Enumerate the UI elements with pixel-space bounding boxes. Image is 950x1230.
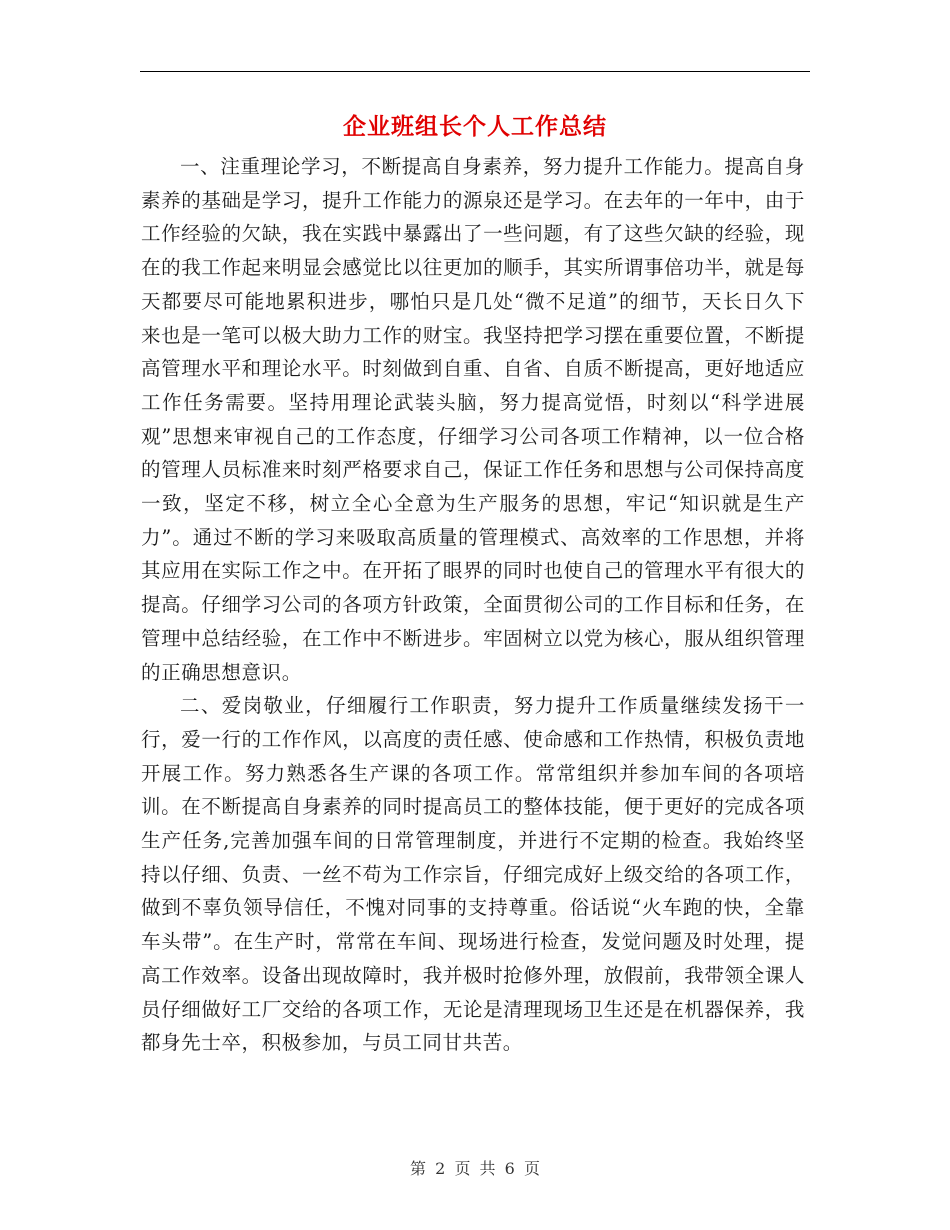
current-page-number: 2 <box>435 1159 446 1178</box>
footer-prefix: 第 <box>410 1159 427 1178</box>
document-title: 企业班组长个人工作总结 <box>343 113 607 140</box>
footer-total-word: 共 <box>479 1159 496 1178</box>
header-rule <box>140 71 810 72</box>
total-pages-number: 6 <box>504 1159 515 1178</box>
paragraph-2: 二、爱岗敬业，仔细履行工作职责，努力提升工作质量继续发扬干一行，爱一行的工作作风，以高度的责任感、使命感和工作热情，积极负责地开展工作。努力熟悉各生产课的各项工作。常常组织并参加车间的各项培训。在不断提高自身素养的同时提高员工的整体技能，便于更好的完成各项生产任务,完善加强车间的日常管理制度，并进行不定期的检查。我始终坚持以仔细、负责、一丝不苟为工作宗旨，仔细完成好上级交给的各项工作，做到不辜负领导信任，不愧对同事的支持尊重。俗话说“火车跑的快，全靠车头带”。在生产时，常常在车间、现场进行检查，发觉问题及时处理，提高工作效率。设备出现故障时，我并极时抢修外理，放假前，我带领全课人员仔细做好工厂交给的各项工作，无论是清理现场卫生还是在机器保养，我都身先士卒，积极参加，与员工同甘共苦。 <box>141 694 805 1055</box>
footer-page-unit: 页 <box>454 1159 471 1178</box>
footer-suffix: 页 <box>523 1159 540 1178</box>
document-body <box>141 150 805 1060</box>
page-footer <box>0 1156 950 1179</box>
paragraph-1: 一、注重理论学习，不断提高自身素养，努力提升工作能力。提高自身素养的基础是学习，提升工作能力的源泉还是学习。在去年的一年中，由于工作经验的欠缺，我在实践中暴露出了一些问题，有了这些欠缺的经验，现在的我工作起来明显会感觉比以往更加的顺手，其实所谓事倍功半，就是每天都要尽可能地累积进步，哪怕只是几处“微不足道”的细节，天长日久下来也是一笔可以极大助力工作的财宝。我坚持把学习摆在重要位置，不断提高管理水平和理论水平。时刻做到自重、自省、自质不断提高，更好地适应工作任务需要。坚持用理论武装头脑，努力提高觉悟，时刻以“科学进展观”思想来审视自己的工作态度，仔细学习公司各项工作精神，以一位合格的管理人员标准来时刻严格要求自己，保证工作任务和思想与公司保持高度一致，坚定不移，树立全心全意为生产服务的思想，牢记“知识就是生产力”。通过不断的学习来吸取高质量的管理模式、高效率的工作思想，并将其应用在实际工作之中。在开拓了眼界的同时也使自己的管理水平有很大的提高。仔细学习公司的各项方针政策，全面贯彻公司的工作目标和任务，在管理中总结经验，在工作中不断进步。牢固树立以党为核心，服从组织管理的正确思想意识。 <box>141 155 805 684</box>
